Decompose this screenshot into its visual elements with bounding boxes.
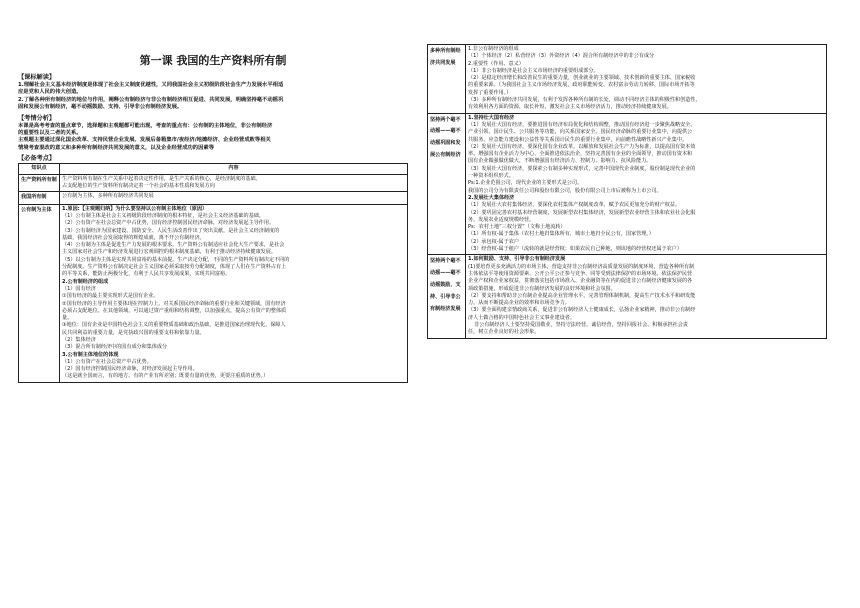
table-row [428,255,827,338]
table-row [19,174,408,192]
content-line: 主体依法平等使用资源要素、公开公平公正参与竞争、同等受到法律保护的市场环境。依法保护民营 [468,270,693,277]
content-line: （4）公有制为主体是促进生产力发展的根本要求。生产资料公有制适应社会化大生产要求，是社会 [62,242,285,249]
content-line: 共服务、应急能力建设和公益性等关系国计民生的重要行业集中，向前瞻性战略性新兴产业集中。 [468,136,688,143]
header-content: 内容 [60,164,408,174]
section-heading-curriculum: 【课标解读】 [18,74,56,81]
table-row [428,113,827,255]
knowledge-table-left [18,163,408,383]
content-line: 2.发展壮大集体经济 [468,194,515,201]
content-line: 我国的公司分为有限责任公司和股份有限公司，股份有限公司上市后被称为上市公司。 [468,187,662,194]
content-line: Ps：农村土地“三权分置”（文称土地流转） [468,224,566,231]
content-line: （2）承包权-属于农户 [468,238,519,245]
row-content [466,45,827,114]
content-line: （2）国有经济控制国民经济命脉，对经济发展起主导作用。 [62,366,198,373]
content-line: （3）多种所有制经济共同发展，有利于发挥各种所有制的长处，调动不同经济主体的积极性和创造性， [468,97,701,104]
content-line: 必须占支配地位。在其他领域，可以通过资产重组和结构调整，以加强重点，提高公有资产的整体质 [62,307,287,314]
content-line: 民共同利益的重要力量，是党执政兴国的重要支柱和依靠力量。 [62,329,205,336]
content-line: 务，发展农业适度规模经营。 [468,216,535,223]
content-line: （2）公有资产在社会总资产中占优势，国有经济控制国民经济命脉，对经济发展起主导作用。 [62,220,275,227]
content-line: （1）发展壮大国有经济，要推进国有经济布局优化和结构调整，推动国有经济进一步聚焦战略安全、 [468,121,696,128]
content-line: 率、增强国有企业活力为中心，全面推进依法治企，坚持完善国有企业的全面领导，推动国有资本和 [468,151,693,158]
row-content [60,174,408,192]
content-line: 占支配地位的生产资料所有制决定着一个社会的基本性质和发展方向 [62,182,215,189]
curriculum-line: 应是党和人民的伟大创造。 [18,89,82,96]
content-line: 有效利用各方面的资源，取长补短，激发社会主义市场经济活力，推动经济持续健康发展。 [468,104,672,111]
knowledge-table-right [427,44,827,339]
content-line: 分配制度。生产资料公有制决定社会主义国家必须采取按劳分配制度，体现了人们在生产资料占有上 [62,264,287,271]
row-key: 生产资料所有制 [19,174,60,192]
section-heading-points: 【必备考点】 [18,155,56,163]
content-line: （1）所有权-属于集体（农村土地归集体所有，城市土地归全民公有，国家管理。） [468,231,654,238]
content-line: （2）要支持和帮助非公有制企业提高企业管理水平，完善管理体制机制，提高生产技术水平和研发能 [468,292,696,299]
exam-line: 主观题主要通过深化国企改革、支持民营企业发展、发展后备箱集市/夜经济/地摊经济、企业经营成败等相关 [18,137,271,144]
content-line: （3）要全面构建亲情政商关系，促进非公有制经济人士健康成长，弘扬企业家精神，推动非公有制经 [468,307,696,314]
right-column [427,44,827,339]
content-line: （2）发展壮大国有经济，要深化国有企业改革。以解放和发展社会生产力为标准，以提高国有资本效 [468,143,696,150]
content-line: (1)要培育更多充满活力的市场主体，营造支持非公有制经济高质量发展的制度环境，营造各种所有制 [468,263,695,270]
content-line: 1.原因:【主观题归纳】为什么要坚持以公有制主体地位（原因） [62,205,208,212]
content-line: （5）以公有制为主体是实现共同富裕的基本前提。生产决定分配，不同的生产资料所有制决定不同的 [62,256,290,263]
row-key: 坚持两个毫不动摇——毫不动摇鼓励、支持、引导非公有制经济发展 [428,255,466,338]
content-line: ①国有经济的最主要实现形式是国有企业。 [62,293,159,300]
curriculum-line: 1.理解社会主义基本经济制度是体现了社会主义制度优越性，又同我国社会主义初级阶段社会生产力发展水平相适 [18,82,284,88]
exam-line: 本课是高考考查的重点章节，选择题和主观题都可能出现，考查的重点有：公有制的主体地位，非公有制经济 [18,122,273,129]
content-line: 主义国家对社会生产和经济发展进行宏观调控的根本制度基础，有利于推动经济持续健康发展。 [62,249,276,256]
content-line: （2）要巩固完善农村基本经营制度，发展新型农村集体经济，发展新型农业经营主体和农业社会化服 [468,209,696,216]
curriculum-line: 固和发展公有制经济，毫不动摇鼓励、支持、引导非公有制经济发展。 [18,104,183,111]
left-column [18,46,408,383]
row-content [466,113,827,255]
content-line: （3）混合所有制经济中的国有成分和集体成分 [62,344,168,351]
content-line: 的平等关系，能防止两极分化，有利于人民共享发展成果，实现共同富裕。 [62,271,231,278]
row-content [60,204,408,382]
content-line: 2.公有制经济的组成 [62,278,109,285]
curriculum-line: 2.了解各种所有制经济的地位与作用，阐释公有制经济与非公有制经济相互促进、共同发展，明确坚持毫不动摇巩 [18,96,284,103]
content-line: 2.重要性（作用、意义） [468,60,524,67]
content-line: （1）国有经济 [62,285,96,292]
content-line: 1.坚持壮大国有经济 [468,114,515,121]
content-line: （1）发展壮大农村集体经济，要深化农村集体产权制度改革，赋予农民更加充分的财产权益。 [468,202,681,209]
content-line: 生产资料所有制在生产关系中起着决定性作用，是生产关系的核心，是经济制度的基础。 [62,175,261,182]
table-header-row [19,164,408,174]
exam-line: 的重要性以及二者的关系。 [18,130,82,137]
content-line: Ps:1.企业范围公司，现代企业的主要形式是公司。 [468,180,583,187]
content-line: 力，从而不断提高企业的效率和市场竞争力。 [468,300,570,307]
header-topic: 知识点 [19,164,60,174]
content-line: （1）个体经济（2）私营经济（3）外资经济（4）混合所有制经济中的非公有成分 [468,53,655,60]
content-line: （1）非公有制经济是社会主义市场经济的重要组成部分。 [468,67,599,74]
content-line: 非公有制经济人士要坚持爱国敬业，坚持守法经营、诚信经营，坚持回报社会、积极承担社会责 [474,321,688,328]
row-key: 多种所有制经济共同发展 [428,45,466,114]
content-line: 项政策措施，形成促进非公有制经济发展的良好环境和社会氛围。 [468,285,616,292]
content-line: 公有制为主体，多种所有制经济共同发展 [62,193,154,200]
content-line: 发挥了重要作用。） [468,89,512,96]
content-line: 3.公有制主体地位的体现 [62,351,119,358]
content-line: 国有企业做强做优做大，不断增强国有经济活力、控制力、影响力、抗风险能力。 [468,158,652,165]
row-content [466,255,827,338]
content-line: （这是就全国而言，有的地方、有的产业有所差别；既要有量的优势，更要注重质的优势。） [62,373,269,380]
row-key: 坚持两个毫不动摇——毫不动摇巩固和发展公有制经济 [428,113,466,255]
content-line: 一种资本组织形式。 [468,173,514,180]
content-line: 基础，我国经济社会发展取得的辉煌成就，离不开公有制经济。 [62,234,205,241]
content-line: 任，树立企业良好的社会形象。 [468,329,540,336]
content-line: 1.如何鼓励、支持、引导非公有制经济发展 [468,256,566,263]
content-line: 1.非公有制经济的组成 [468,46,519,52]
content-line: 量。 [62,315,73,322]
row-content [60,192,408,205]
content-line: 企业产权和企业家权益，贯彻落实包括市场准入、企业融资等在内的促进非公有制经济健康发展的各 [468,278,693,285]
content-line: ②国有经济的主导作用主要体现在控制力上。对关系国民经济命脉的重要行业和关键领域，国有经济 [62,300,286,307]
content-line: 济人士做合格的中国特色社会主义事业建设者。 [468,314,575,321]
content-line: 产业引领、国计民生、公共服务等功能，向关系国家安全、国民经济命脉的重要行业集中，向提供公 [468,129,693,136]
content-line: （3）公有制经济为国家建设、国防安全、人民生活改善作出了突出贡献，是社会主义经济制度的 [62,227,280,234]
table-row [428,45,827,114]
content-line: （2）集体经济 [62,336,96,343]
page-title: 第一课 我国的生产资料所有制 [139,54,287,67]
row-key: 公有制为主体 [19,204,60,382]
content-line: （1）公有资产在社会总资产中占优势。 [62,358,152,365]
exam-line: 情境考查混改的意义和多种所有制经济共同发展的意义，以及企业经营成功的因素等 [18,144,214,151]
content-line: （3）经营权-属于租户（流转的就是经营权；如果农民自己种地，则该地的经营权还属于农户） [468,246,682,253]
content-line: （2）是稳定经济增长和改善民生的重要力量，创业就业的主要领域、技术创新的重要主体、国家税收 [468,75,696,82]
table-row [19,192,408,205]
content-line: ③地位：国有企业是中国特色社会主义的重要物质基础和政治基础，是推进国家治理现代化，保障人 [62,322,286,329]
content-line: （3）发展壮大国有经济，要探索公有制多种实现形式，完善中国现代企业制度，股份制是现代企业的 [468,165,696,172]
content-line: 的重要来源。（为我国社会主义市场经济发展，政府职能转变、农村富余劳动力转移、国际市场开拓等 [468,82,695,89]
table-row [19,204,408,382]
content-line: （1）公有制主体是社会主义初级阶段经济制度的根本特征，是社会主义经济基础的基础。 [62,212,264,219]
row-key: 我国所有制 [19,192,60,205]
section-heading-exam: 【考情分析】 [18,114,56,122]
